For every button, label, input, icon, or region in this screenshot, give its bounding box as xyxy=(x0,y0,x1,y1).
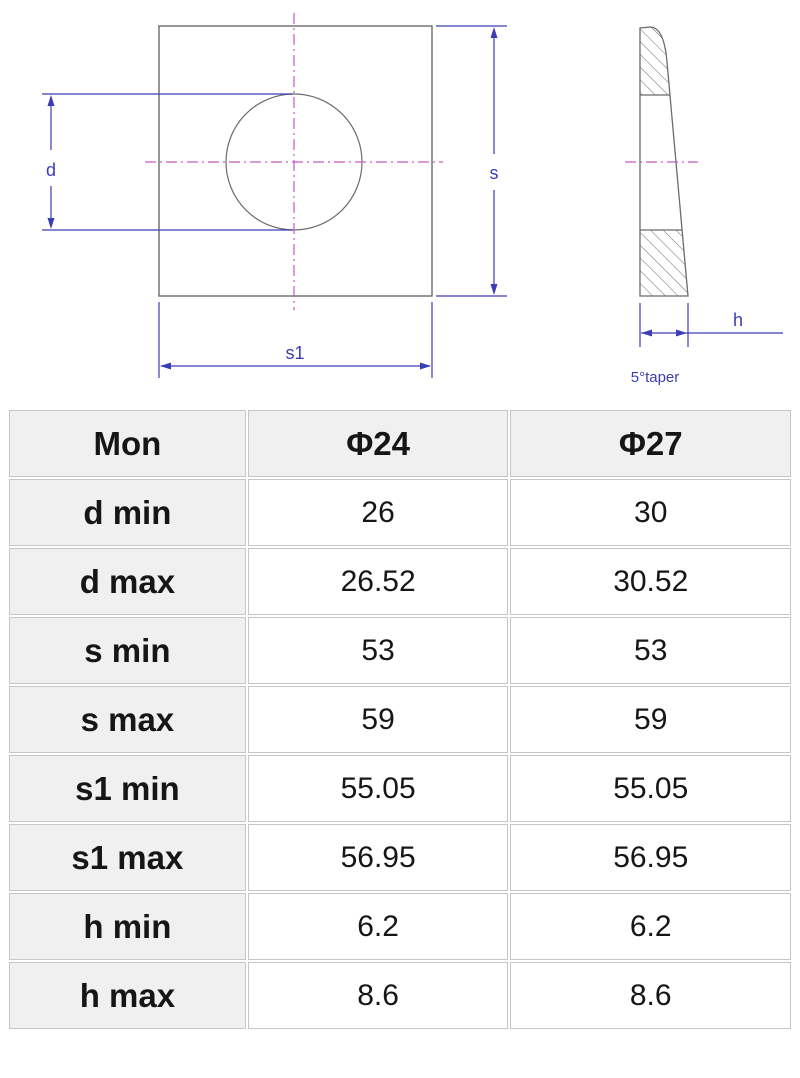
hatch-bottom-section xyxy=(640,230,688,296)
dim-s xyxy=(436,26,507,296)
table-row xyxy=(9,548,791,615)
dim-d-arrow-down xyxy=(48,218,55,229)
cell-s1-min-phi24: 55.05 xyxy=(248,755,509,822)
dim-s-label: s xyxy=(489,163,499,183)
dim-d-arrow-up xyxy=(48,95,55,106)
spec-table-container xyxy=(7,408,793,1031)
cell-h-max-phi24: 8.6 xyxy=(248,962,509,1029)
table-row xyxy=(9,962,791,1029)
washer-square-outline xyxy=(159,26,432,296)
row-label-h-min: h min xyxy=(9,893,246,960)
row-label-s1-min: s1 min xyxy=(9,755,246,822)
table-row xyxy=(9,617,791,684)
cell-h-min-phi27: 6.2 xyxy=(510,893,791,960)
cell-s-max-phi24: 59 xyxy=(248,686,509,753)
table-row xyxy=(9,893,791,960)
cell-s1-max-phi24: 56.95 xyxy=(248,824,509,891)
cell-s1-max-phi27: 56.95 xyxy=(510,824,791,891)
row-label-s1-max: s1 max xyxy=(9,824,246,891)
row-label-s-max: s max xyxy=(9,686,246,753)
dim-h-arrow-left xyxy=(641,330,652,337)
dim-h xyxy=(640,303,783,347)
cell-d-min-phi27: 30 xyxy=(510,479,791,546)
cell-h-max-phi27: 8.6 xyxy=(510,962,791,1029)
hatch-top-section xyxy=(640,27,670,95)
cell-s-min-phi27: 53 xyxy=(510,617,791,684)
dim-h-arrow-right xyxy=(676,330,687,337)
taper-angle-label: 5°taper xyxy=(630,369,680,386)
technical-drawing xyxy=(0,0,800,402)
front-view xyxy=(42,13,507,378)
dim-s-arrow-down xyxy=(491,284,498,295)
row-label-s-min: s min xyxy=(9,617,246,684)
header-mon: Mon xyxy=(9,410,246,477)
spec-table xyxy=(7,408,793,1031)
dim-s-arrow-up xyxy=(491,27,498,38)
dim-s1-arrow-right xyxy=(420,363,431,370)
dim-s1-label: s1 xyxy=(285,343,305,363)
dim-s1-arrow-left xyxy=(160,363,171,370)
table-row xyxy=(9,686,791,753)
cell-s-min-phi24: 53 xyxy=(248,617,509,684)
header-phi24: Φ24 xyxy=(248,410,509,477)
cell-d-max-phi27: 30.52 xyxy=(510,548,791,615)
cell-d-min-phi24: 26 xyxy=(248,479,509,546)
table-row xyxy=(9,479,791,546)
header-row xyxy=(9,410,791,477)
washer-drawing-svg xyxy=(0,0,800,402)
row-label-d-min: d min xyxy=(9,479,246,546)
table-row xyxy=(9,824,791,891)
table-row xyxy=(9,755,791,822)
cell-s-max-phi27: 59 xyxy=(510,686,791,753)
dim-h-label: h xyxy=(732,310,744,330)
row-label-h-max: h max xyxy=(9,962,246,1029)
header-phi27: Φ27 xyxy=(510,410,791,477)
cell-d-max-phi24: 26.52 xyxy=(248,548,509,615)
cell-h-min-phi24: 6.2 xyxy=(248,893,509,960)
row-label-d-max: d max xyxy=(9,548,246,615)
dim-d-label: d xyxy=(45,160,57,180)
cell-s1-min-phi27: 55.05 xyxy=(510,755,791,822)
side-view xyxy=(625,27,783,386)
dim-s1 xyxy=(159,302,432,378)
